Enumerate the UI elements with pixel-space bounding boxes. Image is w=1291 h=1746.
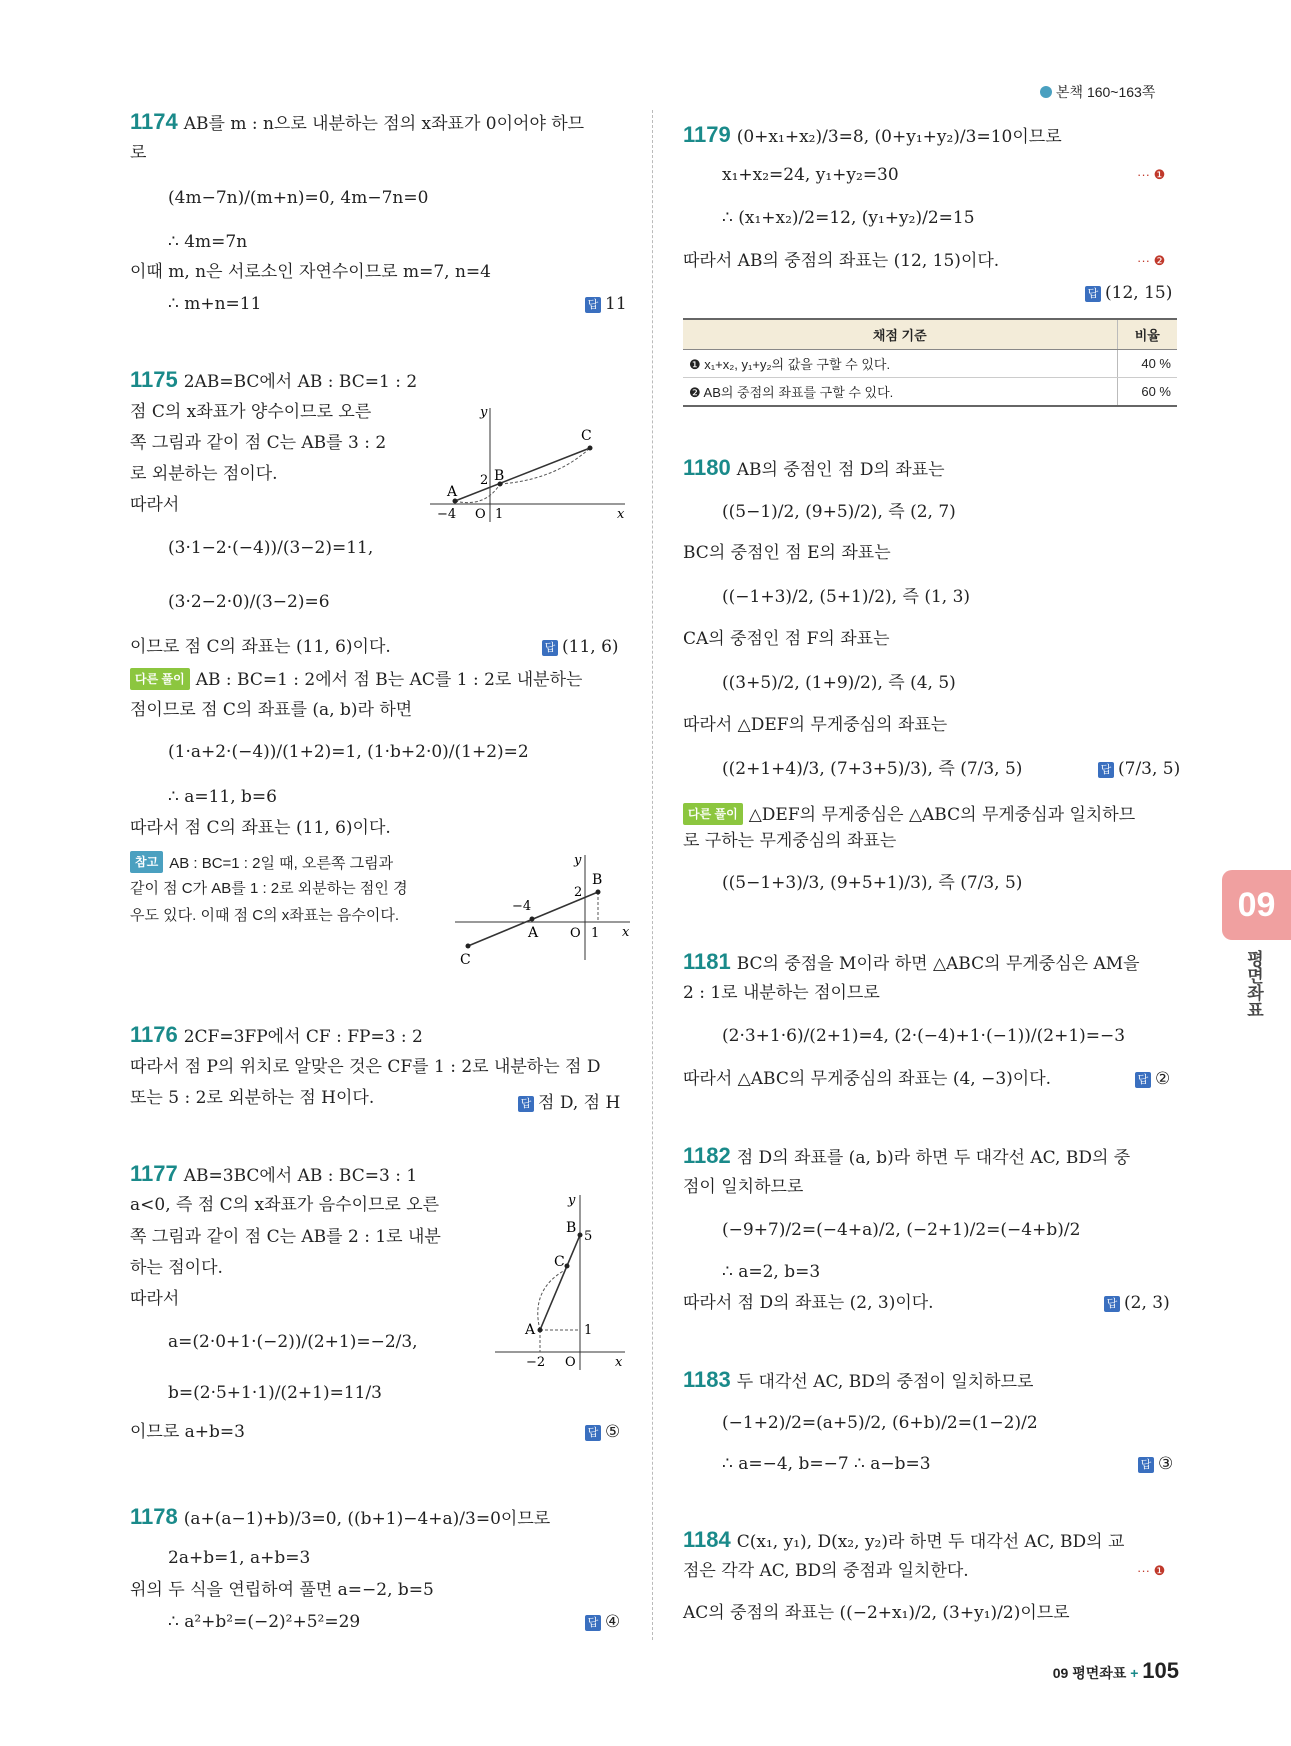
text-line: 쪽 그림과 같이 점 C는 AB를 3 : 2 [130,433,387,453]
answer: 답 (12, 15) [1085,283,1172,303]
answer: 답 (11, 6) [542,637,619,657]
page-footer [1053,1658,1179,1684]
label-c: C [460,952,471,968]
text-line: △DEF의 무게중심은 △ABC의 무게중심과 일치하므 [748,805,1136,825]
text-line: 점은 각각 AC, BD의 중점과 일치한다. [683,1561,969,1581]
text-line: AB의 중점인 점 D의 좌표는 [736,460,945,480]
text-line: 이므로 점 C의 좌표는 (11, 6)이다. [130,637,391,657]
label-a: A [528,925,539,941]
text-line: a<0, 즉 점 C의 x좌표가 음수이므로 오른 [130,1195,440,1215]
segment-ac [455,448,590,501]
problem-number: 1178 [130,1504,178,1529]
text-line: 따라서 △ABC의 무게중심의 좌표는 (4, −3)이다. [683,1069,1052,1089]
problem-number: 1181 [683,949,731,974]
text-line: 점 D의 좌표를 (a, b)라 하면 두 대각선 AC, BD의 중 [736,1148,1131,1168]
note-tag: 참고 [130,851,163,873]
axis-label-x: x [617,507,625,522]
axis-label-y: y [480,405,488,420]
equation: (−1+2)/2=(a+5)/2, (6+b)/2=(1−2)/2 [722,1413,1038,1433]
text-line: AB : BC=1 : 2에서 점 B는 AC를 1 : 2로 내분하는 [195,670,583,690]
equation: b=(2·5+1·1)/(2+1)=11/3 [168,1383,382,1403]
point-a [538,1328,543,1333]
step-marker: ··· ❷ [1137,253,1166,268]
problem-number: 1184 [683,1527,731,1552]
answer: 답 (7/3, 5) [1098,759,1180,779]
label-b: B [592,872,603,888]
footer-plus-icon: + [1130,1665,1139,1681]
graph-1175-main [425,400,630,525]
problem-number: 1175 [130,367,178,392]
equation: (4m−7n)/(m+n)=0, 4m−7n=0 [168,188,429,208]
text-line: 쪽 그림과 같이 점 C는 AB를 2 : 1로 내분 [130,1227,441,1247]
table-header: 채점 기준 [683,319,1117,350]
answer-mark-icon: 답 [518,1096,534,1112]
graph-1177 [490,1190,630,1375]
equation: ((3+5)/2, (1+9)/2), 즉 (4, 5) [722,673,956,693]
equation: a=(2·0+1·(−2))/(2+1)=−2/3, [168,1332,418,1352]
text-line: 따라서 △DEF의 무게중심의 좌표는 [683,715,948,735]
equation: ∴ a=11, b=6 [168,787,277,807]
equation: ((2+1+4)/3, (7+3+5)/3), 즉 (7/3, 5) [722,759,1023,779]
footer-chapter: 09 평면좌표 [1052,1665,1127,1681]
answer-mark-icon: 답 [1104,1296,1120,1312]
label-b: B [494,468,505,484]
equation: ((5−1+3)/3, (9+5+1)/3), 즉 (7/3, 5) [722,873,1023,893]
equation: ((−1+3)/2, (5+1)/2), 즉 (1, 3) [722,587,971,607]
text-line: 이므로 a+b=3 [130,1422,245,1442]
text-line: 따라서 점 P의 위치로 알맞은 것은 CF를 1 : 2로 내분하는 점 D [130,1057,601,1077]
text-line: 두 대각선 AC, BD의 중점이 일치하므로 [736,1372,1034,1392]
equation: ∴ a=−4, b=−7 ∴ a−b=3 [722,1454,931,1474]
label-c: C [581,428,592,444]
answer-mark-icon: 답 [1135,1072,1151,1088]
page-number: 105 [1142,1658,1179,1683]
label-a: A [447,484,458,500]
point-b [578,1233,583,1238]
equation: (3·2−2·0)/(3−2)=6 [168,592,330,612]
answer-mark-icon: 답 [585,1425,601,1441]
point-b [596,890,601,895]
text-line: 2AB=BC에서 AB : BC=1 : 2 [183,372,418,392]
text-line: 점이므로 점 C의 좌표를 (a, b)라 하면 [130,700,413,720]
equation: 2a+b=1, a+b=3 [168,1548,311,1568]
point-c [466,944,471,949]
text-line: 따라서 [130,1289,180,1309]
tick-label: O [565,1355,576,1370]
equation: x₁+x₂=24, y₁+y₂=30 [722,165,899,185]
tick-label: −2 [526,1355,546,1370]
table-cell: ❶ x₁+x₂, y₁+y₂의 값을 구할 수 있다. [683,350,1117,378]
answer: 답 ④ [585,1612,620,1632]
step-marker: ··· ❶ [1137,1563,1166,1578]
point-c [588,446,593,451]
equation: ∴ 4m=7n [168,232,248,252]
axis-label-x: x [622,925,630,940]
label-a: A [525,1322,536,1338]
equation: (a+(a−1)+b)/3=0, ((b+1)−4+a)/3=0이므로 [183,1509,551,1529]
tick-label: 1 [495,507,504,522]
equation: ∴ a=2, b=3 [722,1262,821,1282]
answer: 답 11 [585,294,627,314]
book-reference [1040,82,1155,102]
text-line: 로 외분하는 점이다. [130,464,278,484]
equation: (3·1−2·(−4))/(3−2)=11, [168,538,374,558]
text-line: 따라서 [130,495,180,515]
problem-number: 1174 [130,109,178,134]
text-line: 따라서 점 C의 좌표는 (11, 6)이다. [130,818,391,838]
answer-mark-icon: 답 [1085,286,1101,302]
tick-label: −4 [512,899,532,914]
text-line: CA의 중점인 점 F의 좌표는 [683,629,890,649]
answer-mark-icon: 답 [1138,1457,1154,1473]
tick-label: 2 [480,473,489,488]
table-cell: 60 % [1117,378,1177,407]
tick-label: O [570,926,581,941]
problem-number: 1179 [683,122,731,147]
problem-number: 1180 [683,455,731,480]
step-marker: ··· ❶ [1137,167,1166,182]
equation: ∴ m+n=11 [168,294,262,314]
table-row [683,378,1177,407]
tick-label: 1 [584,1323,593,1338]
text-line: 같이 점 C가 AB를 1 : 2로 외분하는 점인 경 [130,880,408,897]
axis-label-y: y [568,1193,576,1208]
text-line: 위의 두 식을 연립하여 풀면 a=−2, b=5 [130,1580,434,1600]
problem-number: 1177 [130,1161,178,1186]
point-c [565,1264,570,1269]
label-c: C [554,1254,565,1270]
table-cell: 40 % [1117,350,1177,378]
table-row [683,350,1177,378]
equation: ∴ a²+b²=(−2)²+5²=29 [168,1612,361,1632]
text-line: AB=3BC에서 AB : BC=3 : 1 [183,1166,418,1186]
text-line: 점이 일치하므로 [683,1177,804,1197]
tick-label: 2 [574,885,583,900]
text-line: AC의 중점의 좌표는 ((−2+x₁)/2, (3+y₁)/2)이므로 [683,1603,1070,1623]
chapter-side-label: 평면좌표 [1244,950,1263,1018]
answer-mark-icon: 답 [585,297,601,313]
column-divider [652,110,653,1640]
text-line: BC의 중점인 점 E의 좌표는 [683,543,891,563]
answer-mark-icon: 답 [1098,762,1114,778]
text-line: 또는 5 : 2로 외분하는 점 H이다. [130,1088,375,1108]
text-line: 하는 점이다. [130,1258,223,1278]
equation: ((5−1)/2, (9+5)/2), 즉 (2, 7) [722,502,956,522]
axis-label-y: y [574,853,582,868]
text-line: 로 [130,143,147,163]
tick-label: 5 [584,1229,593,1244]
text-line: 이때 m, n은 서로소인 자연수이므로 m=7, n=4 [130,262,491,282]
text-line: 따라서 점 D의 좌표는 (2, 3)이다. [683,1293,934,1313]
text-line: AB를 m : n으로 내분하는 점의 x좌표가 0이어야 하므 [183,114,585,134]
segment-ab [540,1235,580,1330]
text-line: 2 : 1로 내분하는 점이므로 [683,983,880,1003]
equation: ∴ (x₁+x₂)/2=12, (y₁+y₂)/2=15 [722,208,975,228]
reference-text: 본책 160~163쪽 [1056,84,1156,100]
point-a [530,917,535,922]
text-line: 로 구하는 무게중심의 좌표는 [683,831,897,851]
answer: 답 (2, 3) [1104,1293,1170,1313]
answer: 답 ③ [1138,1454,1173,1474]
problem-number: 1182 [683,1143,731,1168]
alt-solution-tag: 다른 풀이 [683,803,743,825]
answer: 답 ② [1135,1069,1170,1089]
table-header: 비율 [1117,319,1177,350]
equation: (2·3+1·6)/(2+1)=4, (2·(−4)+1·(−1))/(2+1)=−3 [722,1026,1126,1046]
text-line: 점 C의 x좌표가 양수이므로 오른 [130,402,372,422]
text-line: 따라서 AB의 중점의 좌표는 (12, 15)이다. [683,251,1000,271]
tick-label: O [475,507,486,522]
answer: 답 ⑤ [585,1422,620,1442]
answer: 답 점 D, 점 H [518,1088,620,1113]
text-line: AB : BC=1 : 2일 때, 오른쪽 그림과 [169,855,394,872]
text-line: 우도 있다. 이때 점 C의 x좌표는 음수이다. [130,907,400,924]
text-line: BC의 중점을 M이라 하면 △ABC의 무게중심은 AM을 [736,954,1140,974]
label-b: B [566,1220,577,1236]
text-line: 2CF=3FP에서 CF : FP=3 : 2 [183,1027,423,1047]
text-line: C(x₁, y₁), D(x₂, y₂)라 하면 두 대각선 AC, BD의 교 [736,1532,1125,1552]
chapter-tab: 09 [1222,870,1291,940]
table-cell: ❷ AB의 중점의 좌표를 구할 수 있다. [683,378,1117,407]
equation: (−9+7)/2=(−4+a)/2, (−2+1)/2=(−4+b)/2 [722,1220,1081,1240]
tick-label: 1 [591,926,600,941]
tick-label: −4 [437,507,457,522]
axis-label-x: x [615,1355,623,1370]
answer-mark-icon: 답 [542,640,558,656]
problem-number: 1183 [683,1367,731,1392]
reference-icon [1040,86,1052,98]
problem-number: 1176 [130,1022,178,1047]
answer-mark-icon: 답 [585,1615,601,1631]
graph-1175-note [450,850,635,970]
grading-table [683,318,1177,407]
equation: (0+x₁+x₂)/3=8, (0+y₁+y₂)/3=10이므로 [736,127,1062,147]
equation: (1·a+2·(−4))/(1+2)=1, (1·b+2·0)/(1+2)=2 [168,742,529,762]
alt-solution-tag: 다른 풀이 [130,668,190,690]
